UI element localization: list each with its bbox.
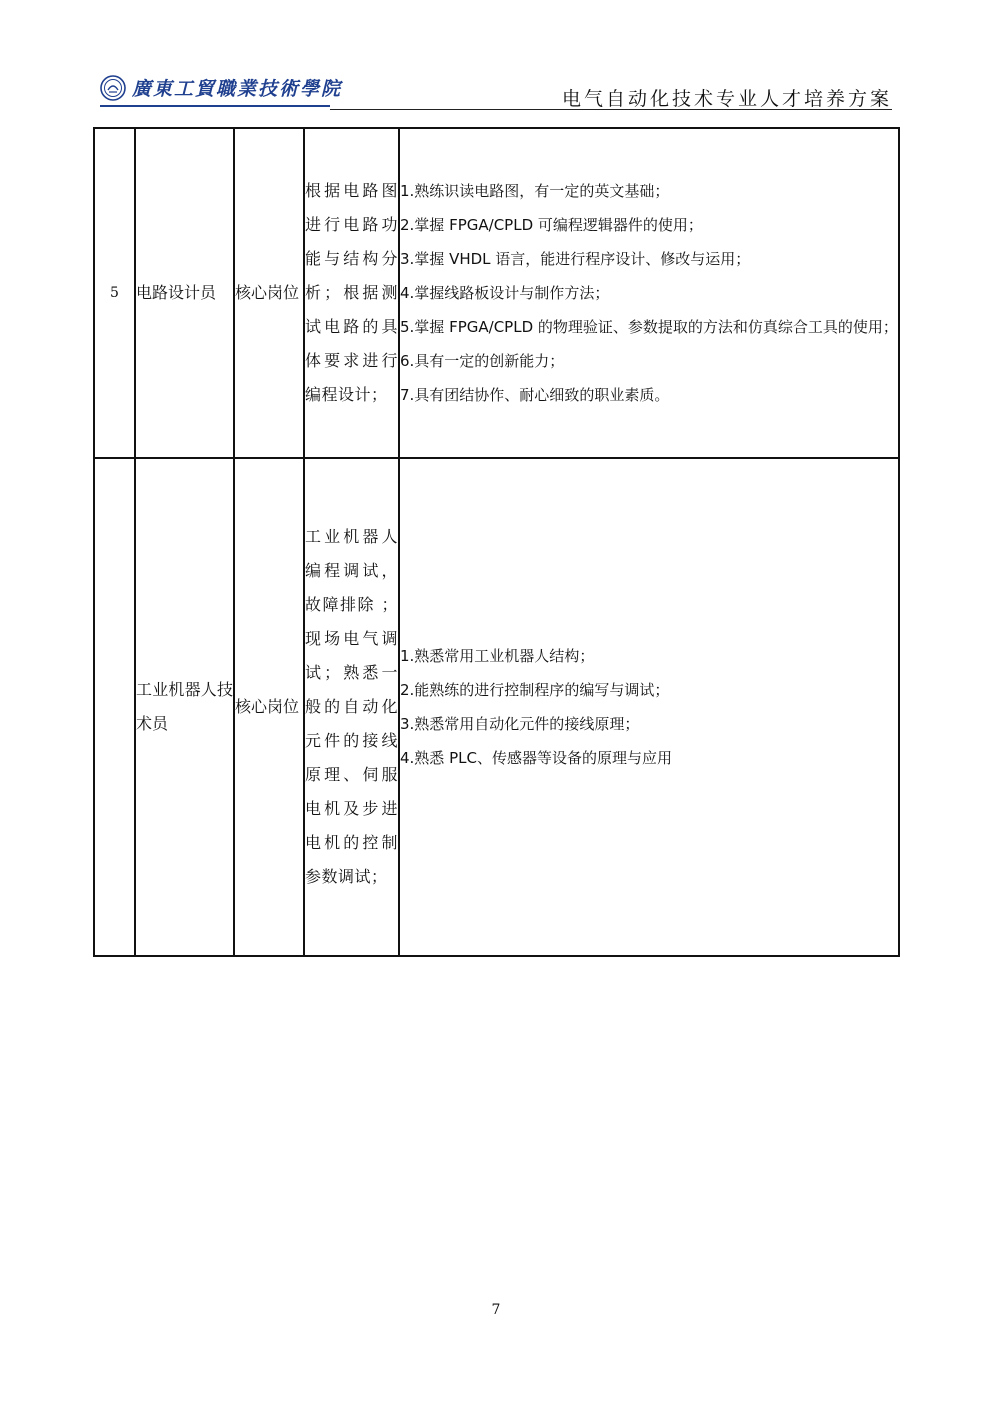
requirement-item: 2.掌握 FPGA/CPLD 可编程逻辑器件的使用； <box>400 216 703 234</box>
header-rule <box>330 109 892 110</box>
requirement-item: 4.熟悉 PLC、传感器等设备的原理与应用 <box>400 749 672 767</box>
requirement-item: 3.熟悉常用自动化元件的接线原理； <box>400 715 640 733</box>
school-logo <box>100 74 342 101</box>
requirement-item: 7.具有团结协作、耐心细致的职业素质。 <box>400 386 670 404</box>
post-name: 工业机器人技术员 <box>135 458 234 956</box>
requirement-item: 2.能熟练的进行控制程序的编写与调试； <box>400 681 670 699</box>
requirement-item: 1.熟练识读电路图，有一定的英文基础； <box>400 182 670 200</box>
requirement-item: 6.具有一定的创新能力； <box>400 352 565 370</box>
requirement-item: 1.熟悉常用工业机器人结构； <box>400 647 595 665</box>
row-index: 5 <box>94 128 135 458</box>
table-row <box>94 458 899 956</box>
post-name: 电路设计员 <box>135 128 234 458</box>
post-duty: 工业机器人编程调试，故障排除 ；现场电气调试；熟悉一般的自动化元件的接线原理、伺服电机及步进电机的控制参数调试； <box>304 458 399 956</box>
post-requirements <box>399 128 899 458</box>
job-requirements-table <box>93 127 900 957</box>
page-number: 7 <box>491 1302 501 1318</box>
post-level: 核心岗位 <box>234 128 304 458</box>
post-duty: 根据电路图进行电路功能与结构分析；根据测试电路的具体要求进行编程设计； <box>304 128 399 458</box>
post-requirements <box>399 458 899 956</box>
post-level: 核心岗位 <box>234 458 304 956</box>
header-rule-accent <box>100 105 330 107</box>
requirement-item: 5.掌握 FPGA/CPLD 的物理验证、参数提取的方法和仿真综合工具的使用； <box>400 318 898 336</box>
row-index <box>94 458 135 956</box>
school-name: 廣東工貿職業技術學院 <box>132 78 343 100</box>
page-header <box>100 70 892 110</box>
requirement-item: 4.掌握线路板设计与制作方法； <box>400 284 610 302</box>
requirement-item: 3.掌握 VHDL 语言，能进行程序设计、修改与运用； <box>400 250 751 268</box>
table-row <box>94 128 899 458</box>
school-seal-icon <box>100 75 126 101</box>
document-title: 电气自动化技术专业人才培养方案 <box>561 88 892 110</box>
